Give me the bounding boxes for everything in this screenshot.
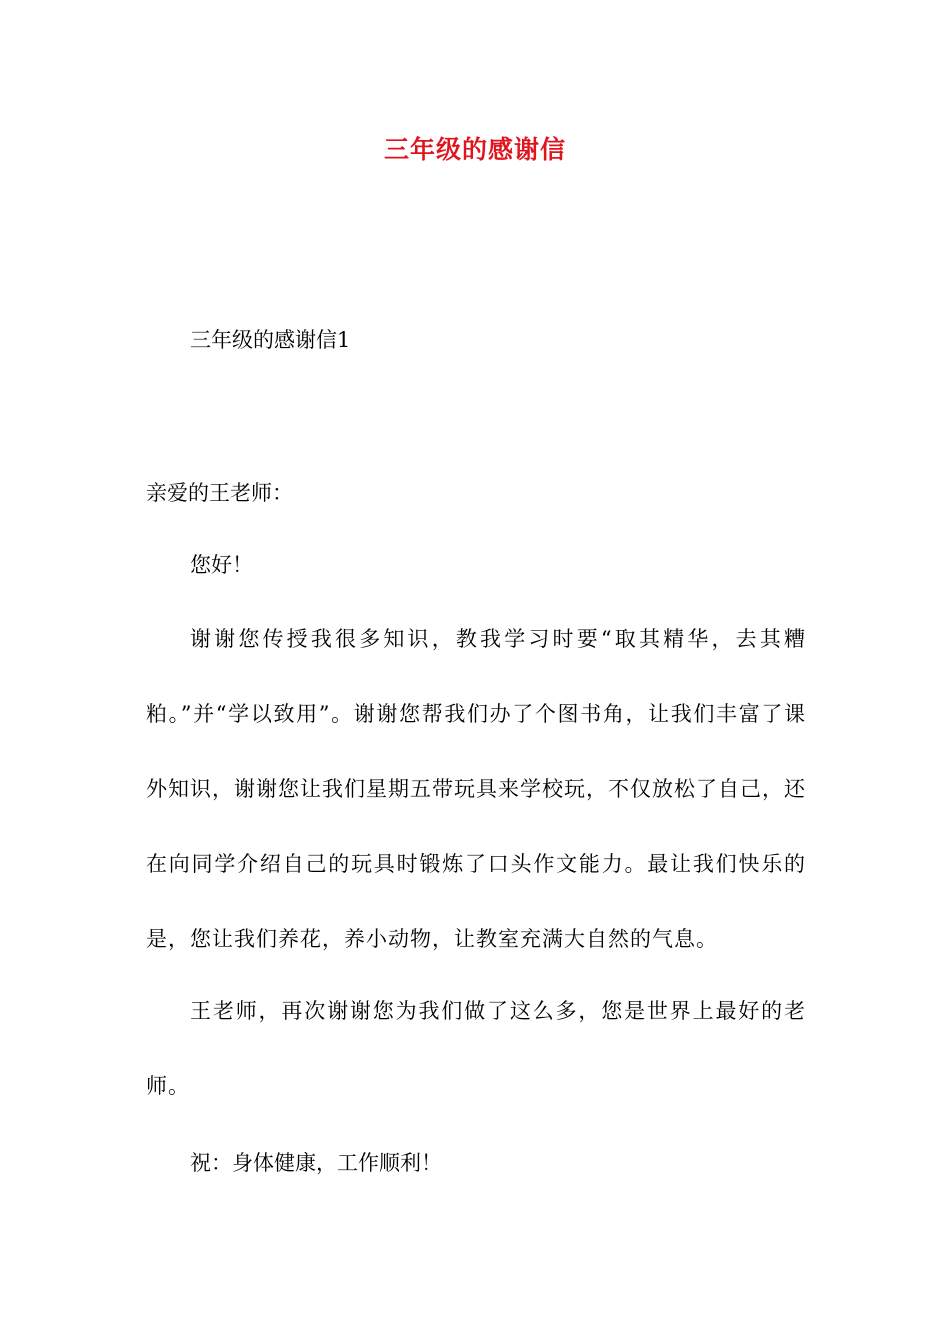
body-paragraph-1: 谢谢您传授我很多知识，教我学习时要“取其精华，去其糟粕。”并“学以致用”。谢谢您帮我们办了个图书角，让我们丰富了课外知识，谢谢您让我们星期五带玩具来学校玩，不仅放松了自己，还在向同学介绍自己的玩具时锻炼了口头作文能力。最让我们快乐的是，您让我们养花，养小动物，让教室充满大自然的气息。 [146, 627, 806, 951]
section-heading: 三年级的感谢信1 [190, 328, 351, 352]
body-paragraph-2: 王老师，再次谢谢您为我们做了这么多，您是世界上最好的老师。 [146, 999, 806, 1098]
salutation: 亲爱的王老师： [146, 481, 293, 505]
greeting: 您好！ [190, 553, 253, 577]
closing-wish: 祝：身体健康，工作顺利！ [190, 1151, 442, 1175]
document-title: 三年级的感谢信 [383, 135, 566, 164]
